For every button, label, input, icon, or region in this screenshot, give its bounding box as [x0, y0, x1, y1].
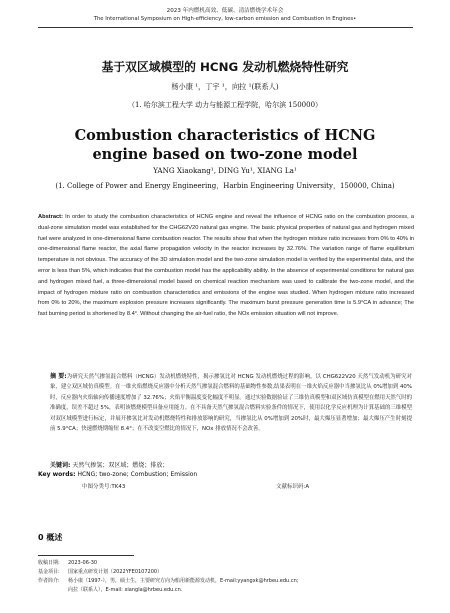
- english-keywords: [38, 471, 400, 478]
- received-date: 2023-06-30: [68, 560, 98, 566]
- document-code-label: 文献标识码:: [276, 484, 306, 490]
- classification-value: TK43: [111, 484, 126, 490]
- chinese-abstract: [50, 372, 412, 434]
- header-rule: [38, 27, 413, 28]
- classification-label: 中图分类号:: [82, 484, 112, 490]
- footnote-rule: [38, 555, 134, 556]
- cn-abstract-text: 为研究天然气掺氢混合燃料（HCNG）发动机燃烧特性，揭示掺氢比对 HCNG 发动机燃烧过程的影响，以 CHG622V20 天然气发动机为研究对象，建立双区域仿真模型。在一维火焰燃烧反应器中分析天然气掺氢混合燃料的基础物性参数,结果表明在一维火焰反应器中当掺氢比从 0%增加到 40%时，反应器内火焰轴向传播速度增加了 32.76%；火焰平衡温度变化幅度不明显。通过实验数据验证了三维仿真模型和双区域仿真模型在燃用天然气时的准确度，误差不超过 5%，表明该燃烧模型具备应用能力。在不具备天然气掺氢混合燃料实验条件的情况下，使用以化学反应机理为计算基础的三维模型对双区域模型进行标定，并展开掺氢比对发动机燃烧特性和排放影响的研究，当掺氢比从 0%增加到 20%时，最大爆压显著增加；最大爆压产生时刻提前 5.9°CA；快速燃烧期缩短 8.4°；在不改变空燃比的情况下，NOx 排放情况不会改善。: [50, 374, 412, 433]
- author-text: 杨小康（1997-），男，硕士生，主要研究方向为船用新能源发动机，E-mail:yyangxk@hrbeu.edu.cn;: [68, 578, 299, 584]
- chinese-affiliation: （1. 哈尔滨工程大学 动力与能源工程学院，哈尔滨 150000）: [127, 101, 323, 109]
- english-title: Combustion characteristics of HCNG engine based on two-zone model: [74, 127, 376, 163]
- section-heading: 0 概述: [38, 533, 63, 542]
- author-label: 作者简介:: [38, 578, 60, 584]
- document-code-value: A: [305, 484, 310, 490]
- received-label: 收稿日期:: [38, 560, 60, 566]
- cn-keywords-text: 天然气掺氢；双区域；燃烧；排放；: [72, 462, 169, 469]
- fund-text: 国家重点研发计划（2022YFE0107200）: [68, 569, 163, 575]
- document-code: [276, 482, 309, 490]
- chinese-title: 基于双区域模型的 HCNG 发动机燃烧特性研究: [101, 60, 349, 74]
- chinese-authors: 杨小康 ¹，丁宇 ¹，向拉 ¹(联系人): [171, 82, 279, 91]
- abstract-label: Abstract:: [38, 214, 63, 220]
- footnote-author: [38, 577, 418, 584]
- classification-number: [82, 482, 125, 490]
- running-header-en: The International Symposium on High-efficiency, low-carbon emission and Combustion in Engines•: [93, 16, 357, 22]
- en-keywords-text: HCNG; two-zone; Combustion; Emission: [77, 471, 198, 478]
- english-affiliation: (1. College of Power and Energy Engineering，Harbin Engineering University，150000, China): [55, 182, 395, 190]
- en-keywords-label: Key words:: [38, 471, 76, 478]
- footnote-fund: [38, 568, 418, 575]
- running-header-cn: 2023 年内燃机高效、低碳、清洁燃烧学术年会: [166, 8, 284, 14]
- footnote-contact: 向拉（联系人），E-mail: xiangla@hrbeu.edu.cn.: [68, 587, 183, 593]
- cn-abstract-label: 摘 要:: [50, 373, 67, 380]
- footnote-received: [38, 559, 418, 566]
- english-abstract: [38, 212, 414, 320]
- fund-label: 基金项目:: [38, 569, 60, 575]
- english-authors: YANG Xiaokang¹, DING Yu¹, XIANG La¹: [153, 166, 297, 175]
- cn-keywords-label: 关键词:: [50, 462, 71, 469]
- abstract-text: In order to study the combustion characteristics of HCNG engine and reveal the influence of HCNG ratio on the combustion process, a dual-zone simulation model was established for the CHG62V20 natural gas engine. The basic physical properties of natural gas and hydrogen mixed fuel were analyzed in one-dimensional flame combustion reactor. The results show that when the hydrogen mixture ratio increases from 0% to 40% in one-dimensional flame reactor, the axial flame propagation velocity in the reactor increases by 32.76%. The variation range of flame equilibrium temperature is not obvious. The accuracy of the 3D simulation model and the two-zone simulation model is verified by the experimental data, and the error is less than 5%, which indicates that the combustion model has the applicability ability. In the absence of experimental conditions for natural gas and hydrogen mixed fuel, a three-dimensional model based on chemical reaction mechanism was used to calibrate the two-zone model, and the impact of hydrogen mixture ratio on combustion characteristics and emissions of the engine was studied. When hydrogen mixture ratio increased from 0% to 20%, the maximum explosion pressure increases significantly. The maximum burst pressure generation time is 5.9°CA in advance; The fast burning period is shortened by 8.4°. Without changing the air-fuel ratio, the NOx emission situation will not improve.: [38, 214, 414, 318]
- chinese-keywords: [50, 460, 412, 469]
